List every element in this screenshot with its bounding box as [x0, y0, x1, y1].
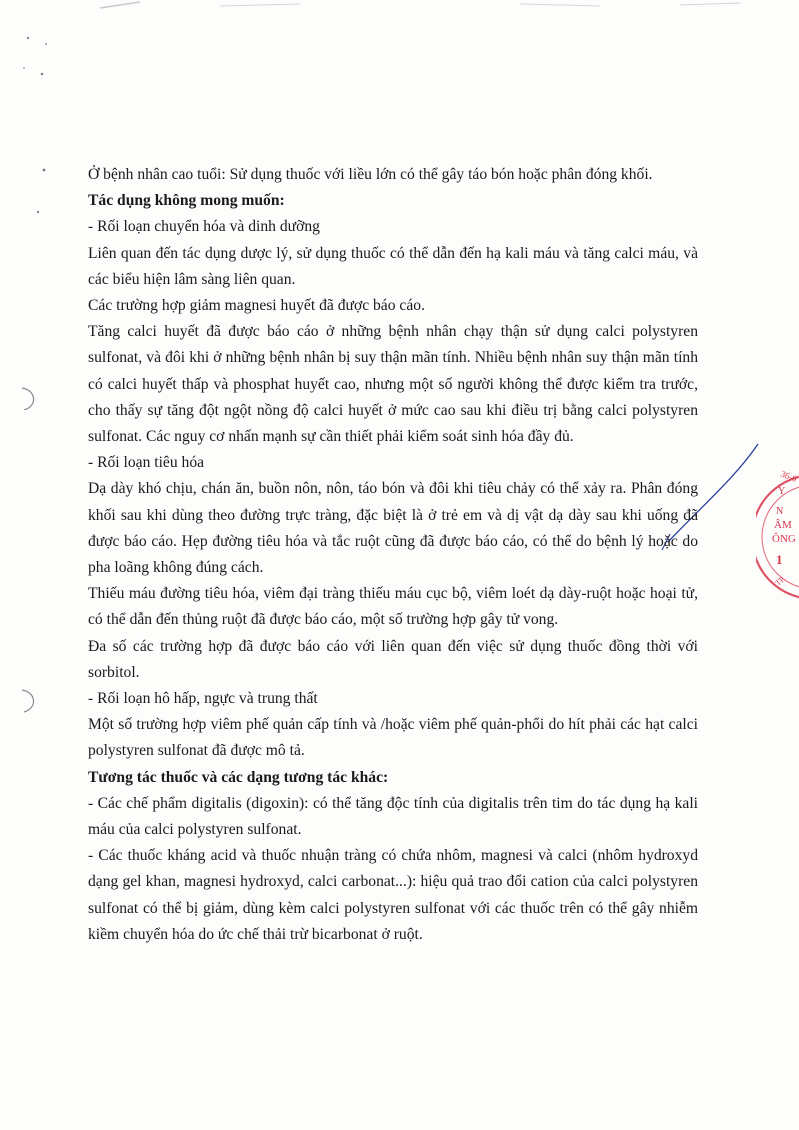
paragraph: Một số trường hợp viêm phế quản cấp tính và /hoặc viêm phế quản-phổi do hít phải các hạt calci polystyren sulfonat đã được mô tả. [88, 716, 698, 760]
section-heading: Tương tác thuốc và các dạng tương tác khác: [88, 768, 389, 786]
svg-text:36-0: 36-0 [779, 468, 799, 485]
svg-text:TP.: TP. [773, 573, 788, 588]
svg-text:N: N [776, 506, 784, 517]
document-body [88, 162, 698, 948]
paragraph: Các trường hợp giảm magnesi huyết đã được báo cáo. [88, 297, 425, 315]
paragraph: Liên quan đến tác dụng dược lý, sử dụng thuốc có thể dẫn đến hạ kali máu và tăng calci máu, và các biểu hiện lâm sàng liên quan. [88, 244, 698, 288]
paragraph: Dạ dày khó chịu, chán ăn, buồn nôn, nôn, táo bón và đôi khi tiêu chảy có thể xảy ra. Phân đóng khối sau khi dùng theo đường trực tràng, đặc biệt là ở trẻ em và dị vật dạ dày sau khi uống đã được báo cáo. Hẹp đường tiêu hóa và tắc ruột cũng đã được báo cáo, có thể do bệnh lý hoặc do pha loãng không đúng cách. [88, 480, 698, 577]
paragraph: Thiếu máu đường tiêu hóa, viêm đại tràng thiếu máu cục bộ, viêm loét dạ dày-ruột hoặc hoại tử, có thể dẫn đến thủng ruột đã được báo cáo, một số trường hợp gây tử vong. [88, 585, 698, 629]
paragraph: - Các chế phẩm digitalis (digoxin): có thể tăng độc tính của digitalis trên tim do tác dụng hạ kali máu của calci polystyren sulfonat. [88, 794, 698, 839]
paragraph: Ở bệnh nhân cao tuổi: Sử dụng thuốc với liều lớn có thể gây táo bón hoặc phân đóng khối. [88, 166, 653, 183]
svg-text:ÂM: ÂM [774, 519, 792, 531]
scan-edge-artifacts [0, 0, 799, 30]
stamp-seal [756, 462, 799, 612]
svg-text:ÔNG: ÔNG [772, 533, 796, 545]
punch-hole-mark-top [16, 384, 42, 410]
paragraph: Đa số các trường hợp đã được báo cáo với liên quan đến việc sử dụng thuốc đồng thời với sorbitol. [88, 637, 698, 681]
paragraph: Tăng calci huyết đã được báo cáo ở những bệnh nhân chạy thận sử dụng calci polystyren sulfonat, và đôi khi ở những bệnh nhân bị suy thận mãn tính. Nhiều bệnh nhân suy thận mãn tính có calci huyết thấp và phosphat huyết cao, nhưng một số người không thể được kiểm tra trước, cho thấy sự tăng đột ngột nồng độ calci huyết ở mức cao sau khi điều trị bằng calci polystyren sulfonat. Các nguy cơ nhấn mạnh sự cần thiết phải kiểm soát sinh hóa đầy đủ. [88, 323, 698, 446]
paragraph: - Rối loạn tiêu hóa [88, 454, 205, 472]
official-stamp [756, 462, 799, 612]
paragraph: - Các thuốc kháng acid và thuốc nhuận tràng có chứa nhôm, magnesi và calci (nhôm hydroxyd dạng gel khan, magnesi hydroxyd, calci carbonat...): hiệu quả trao đổi cation của calci polystyren sulfonat có thể bị giảm, dùng kèm calci polystyren sulfonat với các thuốc trên có thể gây nhiễm kiềm chuyển hóa do ức chế thải trừ bicarbonat ở ruột. [88, 847, 698, 943]
svg-text:1: 1 [776, 552, 783, 567]
svg-text:Y: Y [778, 486, 786, 497]
punch-hole-mark-bottom [16, 688, 42, 714]
paragraph: - Rối loạn hô hấp, ngực và trung thất [88, 690, 318, 708]
paragraph: - Rối loạn chuyển hóa và dinh dưỡng [88, 218, 320, 236]
section-heading: Tác dụng không mong muốn: [88, 192, 285, 210]
speck-marks [20, 30, 60, 230]
